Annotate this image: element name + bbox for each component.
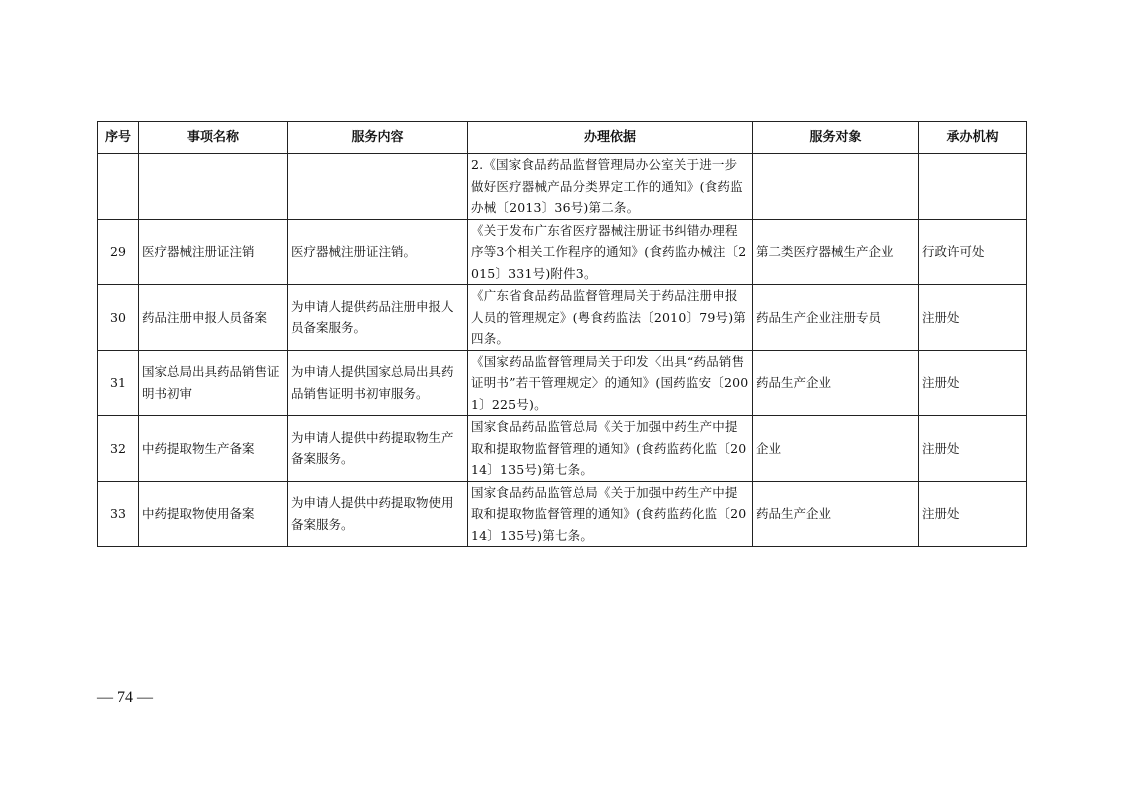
cell-agency <box>919 154 1027 220</box>
cell-no: 29 <box>98 219 139 285</box>
cell-no: 30 <box>98 285 139 351</box>
cell-service-content: 为申请人提供中药提取物生产备案服务。 <box>288 416 468 482</box>
cell-basis: 国家食品药品监管总局《关于加强中药生产中提取和提取物监督管理的通知》(食药监药化监〔2014〕135号)第七条。 <box>468 481 753 547</box>
cell-item-name: 药品注册申报人员备案 <box>139 285 288 351</box>
header-service-target: 服务对象 <box>753 122 919 154</box>
table-row <box>98 350 1027 416</box>
cell-service-content: 为申请人提供中药提取物使用备案服务。 <box>288 481 468 547</box>
table-row <box>98 416 1027 482</box>
cell-item-name: 医疗器械注册证注销 <box>139 219 288 285</box>
cell-service-target: 企业 <box>753 416 919 482</box>
header-item-name: 事项名称 <box>139 122 288 154</box>
cell-basis: 2.《国家食品药品监督管理局办公室关于进一步做好医疗器械产品分类界定工作的通知》(食药监办械〔2013〕36号)第二条。 <box>468 154 753 220</box>
cell-basis: 《国家药品监督管理局关于印发〈出具“药品销售证明书”若干管理规定〉的通知》(国药监安〔2001〕225号)。 <box>468 350 753 416</box>
cell-item-name <box>139 154 288 220</box>
cell-service-content: 为申请人提供国家总局出具药品销售证明书初审服务。 <box>288 350 468 416</box>
cell-agency: 注册处 <box>919 416 1027 482</box>
cell-agency: 注册处 <box>919 285 1027 351</box>
cell-service-target: 药品生产企业 <box>753 481 919 547</box>
cell-basis: 《广东省食品药品监督管理局关于药品注册申报人员的管理规定》(粤食药监法〔2010〕79号)第四条。 <box>468 285 753 351</box>
cell-basis: 国家食品药品监管总局《关于加强中药生产中提取和提取物监督管理的通知》(食药监药化监〔2014〕135号)第七条。 <box>468 416 753 482</box>
items-table <box>97 121 1027 547</box>
cell-item-name: 国家总局出具药品销售证明书初审 <box>139 350 288 416</box>
table-row <box>98 481 1027 547</box>
page-number: — 74 — <box>97 689 153 706</box>
cell-agency: 行政许可处 <box>919 219 1027 285</box>
cell-item-name: 中药提取物生产备案 <box>139 416 288 482</box>
cell-agency: 注册处 <box>919 481 1027 547</box>
cell-item-name: 中药提取物使用备案 <box>139 481 288 547</box>
header-no: 序号 <box>98 122 139 154</box>
cell-service-content: 医疗器械注册证注销。 <box>288 219 468 285</box>
cell-service-target: 药品生产企业 <box>753 350 919 416</box>
header-service-content: 服务内容 <box>288 122 468 154</box>
cell-service-target <box>753 154 919 220</box>
cell-no: 32 <box>98 416 139 482</box>
cell-basis: 《关于发布广东省医疗器械注册证书纠错办理程序等3个相关工作程序的通知》(食药监办械注〔2015〕331号)附件3。 <box>468 219 753 285</box>
table-header-row <box>98 122 1027 154</box>
cell-service-target: 药品生产企业注册专员 <box>753 285 919 351</box>
cell-agency: 注册处 <box>919 350 1027 416</box>
cell-no: 33 <box>98 481 139 547</box>
cell-no: 31 <box>98 350 139 416</box>
header-agency: 承办机构 <box>919 122 1027 154</box>
cell-service-target: 第二类医疗器械生产企业 <box>753 219 919 285</box>
table-row <box>98 219 1027 285</box>
cell-service-content <box>288 154 468 220</box>
header-basis: 办理依据 <box>468 122 753 154</box>
table-row <box>98 285 1027 351</box>
cell-no <box>98 154 139 220</box>
table-row <box>98 154 1027 220</box>
cell-service-content: 为申请人提供药品注册申报人员备案服务。 <box>288 285 468 351</box>
